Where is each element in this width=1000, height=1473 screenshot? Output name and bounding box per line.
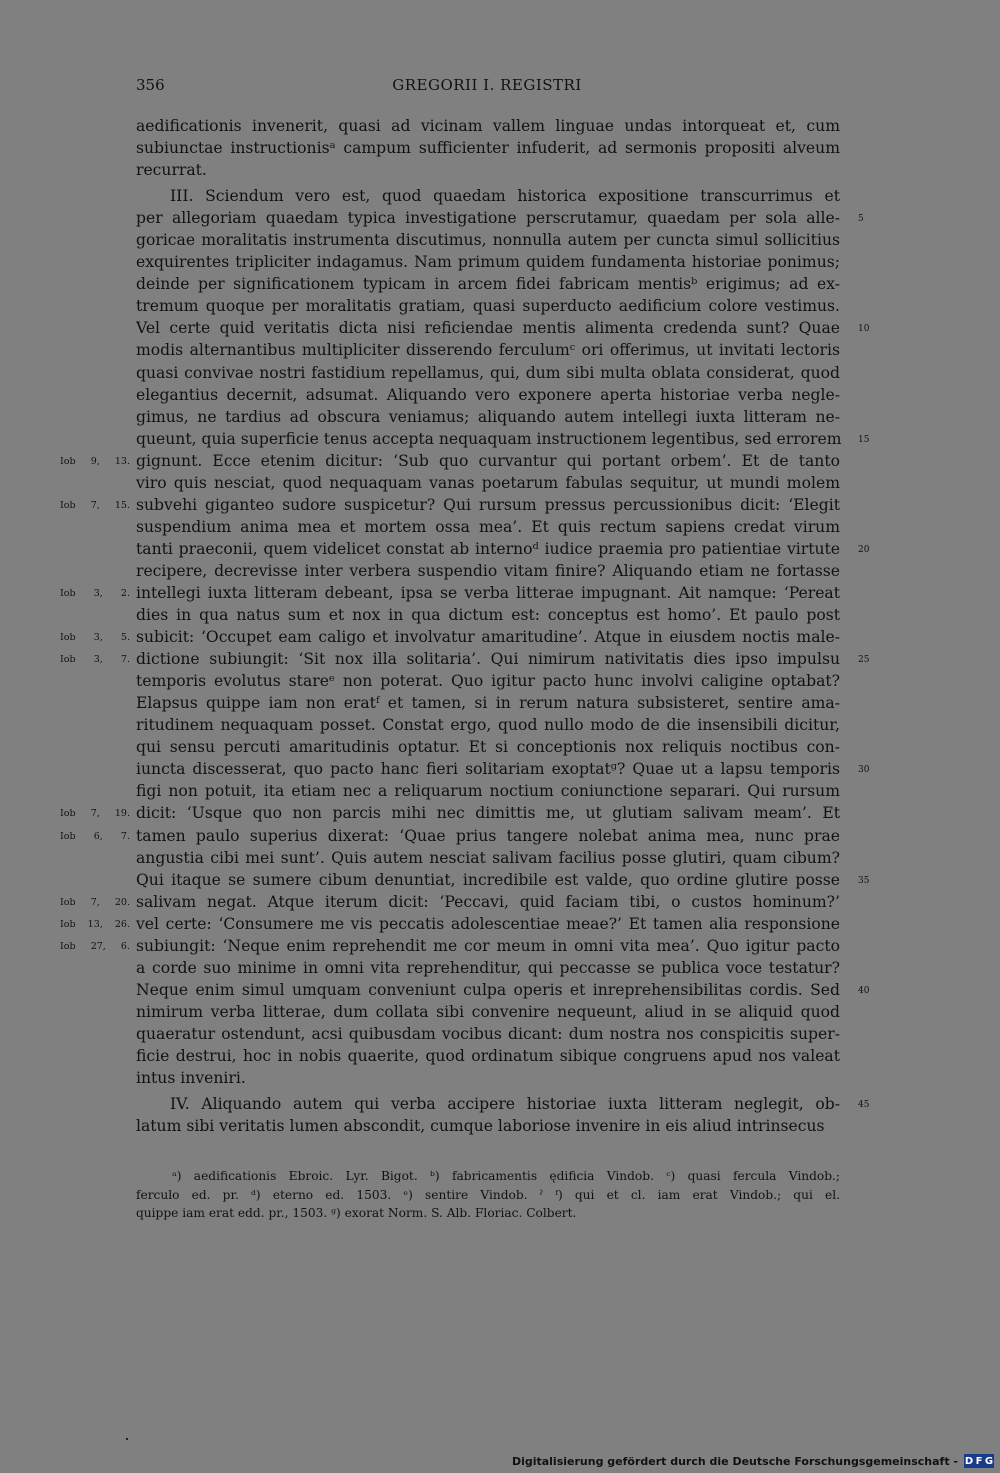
footnote-line: ferculo ed. pr. ᵈ) eterno ed. 1503. ᵉ) sentire Vindob. ˀ ᶠ) qui et cl. iam erat Vindob.; qui el. <box>136 1187 840 1202</box>
text-line <box>60 802 840 824</box>
line-text: tremum quoque per moralitatis gratiam, quasi superducto aedificium colore vestimus. <box>136 297 840 316</box>
line-text: aedificationis invenerit, quasi ad vicinam vallem linguae undas intorqueat et, cum <box>136 117 840 135</box>
line-text: a corde suo minime in omni vita reprehenditur, qui peccasse se publica voce testatur? <box>136 958 840 977</box>
line-text: viro quis nesciat, quod nequaquam vanas poetarum fabulas sequitur, ut mundi molem <box>136 473 840 492</box>
line-text: subvehi giganteo sudore suspicetur? Qui rursum pressus percussionibus dicit: ‘Elegit <box>136 495 840 514</box>
text-line <box>136 273 840 295</box>
text-line <box>136 670 840 692</box>
line-number: 25 <box>858 655 870 666</box>
line-text: intus inveniri. <box>136 1069 246 1088</box>
line-text: dictione subiungit: ‘Sit nox illa solitaria’. Qui nimirum nativitatis dies ipso impulsu <box>136 650 840 669</box>
page-number: 356 <box>136 76 165 94</box>
dfg-logo-letter: G <box>984 1455 994 1467</box>
line-text: latum sibi veritatis lumen abscondit, cumque laboriose invenire in eis aliud intrinsecus <box>136 1117 825 1136</box>
margin-reference: Iob 7, 19. <box>60 808 130 820</box>
margin-reference: Iob 13, 26. <box>60 918 130 930</box>
text-line <box>60 648 870 670</box>
line-text: elegantius decernit, adsumat. Aliquando vero exponere aperta historiae verba negle- <box>136 385 840 404</box>
line-text: temporis evolutus stareᵉ non poterat. Quo igitur pacto hunc involvi caligine optabat? <box>136 672 840 691</box>
text-line <box>60 626 840 648</box>
text-line <box>136 604 840 626</box>
line-text: intellegi iuxta litteram debeant, ipsa se verba litterae impugnant. Ait namque: ‘Pereat <box>136 583 840 602</box>
line-text: tanti praeconii, quem videlicet constat ab internoᵈ iudice praemia pro patientiae virtute <box>136 539 840 558</box>
text-line <box>136 472 840 494</box>
text-line <box>136 362 840 384</box>
line-text: figi non potuit, ita etiam nec a reliquarum noctium coniunctione separari. Qui rursum <box>136 782 840 801</box>
line-text: Vel certe quid veritatis dicta nisi reficiendae mentis alimenta credenda sunt? Quae <box>136 319 840 338</box>
main-text-block <box>60 115 870 1137</box>
text-line <box>136 339 840 361</box>
line-text: gimus, ne tardius ad obscura veniamus; aliquando autem intellegi iuxta litteram ne- <box>136 407 840 426</box>
line-text: quaeratur ostendunt, acsi quibusdam vocibus dicant: dum nostra nos conspicitis super- <box>136 1024 840 1043</box>
text-line <box>136 406 840 428</box>
text-line <box>136 736 840 758</box>
text-line <box>136 869 870 891</box>
line-text: subiunctae instructionisᵃ campum sufficienter infuderit, ad sermonis propositi alveum <box>136 139 840 158</box>
text-line <box>136 714 840 736</box>
line-text: modis alternantibus multipliciter disserendo ferculumᶜ ori offerimus, ut invitati lectoris <box>136 341 840 360</box>
text-line <box>136 780 840 802</box>
margin-reference: Iob 27, 6. <box>60 940 130 952</box>
text-line <box>136 758 870 780</box>
line-number: 30 <box>858 765 870 776</box>
line-text: III. Sciendum vero est, quod quaedam historica expositione transcurrimus et <box>170 187 840 206</box>
line-text: Qui itaque se sumere cibum denuntiat, incredibile est valde, quo ordine glutire posse <box>136 870 840 889</box>
text-line <box>136 516 840 538</box>
text-line <box>60 913 840 935</box>
line-number: 45 <box>858 1100 870 1111</box>
text-line <box>136 957 840 979</box>
margin-reference: Iob 9, 13. <box>60 455 130 467</box>
footnotes <box>136 1167 840 1223</box>
text-line <box>136 538 870 560</box>
line-text: subiungit: ‘Neque enim reprehendit me cor meum in omni vita mea’. Quo igitur pacto <box>136 936 840 955</box>
text-line <box>136 1115 840 1137</box>
text-line <box>136 560 840 582</box>
line-text: gignunt. Ecce etenim dicitur: ‘Sub quo curvantur qui portant orbem’. Et de tanto <box>136 451 840 470</box>
credit-text: Digitalisierung gefördert durch die Deutsche Forschungsgemeinschaft - <box>511 1454 958 1468</box>
text-line <box>60 582 840 604</box>
dfg-logo-letter: D <box>964 1455 974 1467</box>
text-line <box>136 251 840 273</box>
line-text: ritudinem nequaquam posset. Constat ergo, quod nullo modo de die insensibili dicitur, <box>136 716 840 735</box>
line-text: quasi convivae nostri fastidium repellamus, qui, dum sibi multa oblata considerat, quod <box>136 363 840 382</box>
text-line <box>136 185 840 207</box>
line-text: queunt, quia superficie tenus accepta nequaquam instructionem legentibus, sed errorem <box>136 429 842 448</box>
text-line <box>60 891 840 913</box>
margin-reference: Iob 3, 5. <box>60 632 130 644</box>
line-text: tamen paulo superius dixerat: ‘Quae prius tangere nolebat anima mea, nunc prae <box>136 826 840 845</box>
line-text: iuncta discesserat, quo pacto hanc fieri solitariam exoptatᵍ? Quae ut a lapsu temporis <box>136 760 840 779</box>
line-text: dicit: ‘Usque quo non parcis mihi nec dimittis me, ut glutiam salivam meam’. Et <box>136 804 840 823</box>
line-text: ficie destrui, hoc in nobis quaerite, quod ordinatum sibique congruens apud nos valeat <box>136 1046 840 1065</box>
text-line <box>60 494 840 516</box>
margin-reference: Iob 3, 2. <box>60 587 130 599</box>
text-line <box>136 229 840 251</box>
text-line <box>60 450 840 472</box>
text-line <box>136 1023 840 1045</box>
text-line <box>136 1001 840 1023</box>
line-number: 20 <box>858 544 870 555</box>
margin-reference: Iob 7, 20. <box>60 896 130 908</box>
text-line <box>136 159 840 181</box>
line-text: dies in qua natus sum et nox in qua dictum est: conceptus est homo’. Et paulo post <box>136 606 840 625</box>
margin-reference: Iob 7, 15. <box>60 499 130 511</box>
line-text: nimirum verba litterae, dum collata sibi convenire nequeunt, aliud in se aliquid quod <box>136 1002 840 1021</box>
credit-banner <box>512 1453 994 1469</box>
dfg-logo-letter: F <box>975 1455 983 1467</box>
line-text: Elapsus quippe iam non eratᶠ et tamen, si in rerum natura subsisteret, sentire ama- <box>136 694 840 713</box>
line-text: IV. Aliquando autem qui verba accipere historiae iuxta litteram neglegit, ob- <box>170 1095 840 1114</box>
text-line <box>136 384 840 406</box>
text-line <box>60 935 840 957</box>
text-line <box>136 1067 840 1089</box>
text-line <box>136 295 840 317</box>
line-text: subicit: ‘Occupet eam caligo et involvatur amaritudine’. Atque in eiusdem noctis male- <box>136 628 840 647</box>
text-line <box>136 115 840 137</box>
text-line <box>136 847 840 869</box>
line-text: salivam negat. Atque iterum dicit: ‘Peccavi, quid faciam tibi, o custos hominum?’ <box>136 892 840 911</box>
line-text: recurrat. <box>136 161 207 180</box>
text-line <box>136 1045 840 1067</box>
margin-reference: Iob 6, 7. <box>60 830 130 842</box>
scan-speck <box>126 1438 128 1440</box>
text-line <box>136 428 870 450</box>
line-number: 15 <box>858 434 870 445</box>
text-line <box>136 692 840 714</box>
line-text: deinde per significationem typicam in arcem fidei fabricam mentisᵇ erigimus; ad ex- <box>136 275 840 294</box>
text-line <box>136 207 864 229</box>
dfg-logo <box>964 1454 994 1468</box>
line-number: 35 <box>858 875 870 886</box>
line-text: Neque enim simul umquam conveniunt culpa operis et inreprehensibilitas cordis. Sed <box>136 980 840 999</box>
text-line <box>136 317 870 339</box>
margin-reference: Iob 3, 7. <box>60 654 130 666</box>
text-line <box>136 137 840 159</box>
text-line <box>60 825 840 847</box>
line-number: 10 <box>858 324 870 335</box>
text-line <box>136 1093 870 1115</box>
text-line <box>136 979 870 1001</box>
line-text: angustia cibi mei sunt’. Quis autem nesciat salivam facilius posse glutiri, quam cibum? <box>136 848 840 867</box>
line-number: 40 <box>858 985 870 996</box>
line-text: exquirentes tripliciter indagamus. Nam primum quidem fundamenta historiae ponimus; <box>136 253 840 272</box>
line-text: goricae moralitatis instrumenta discutimus, nonnulla autem per cuncta simul sollicitius <box>136 231 840 250</box>
running-title: GREGORII I. REGISTRI <box>392 76 582 94</box>
line-text: recipere, decrevisse inter verbera suspendio vitam finire? Aliquando etiam ne fortasse <box>136 561 840 580</box>
line-text: qui sensu percuti amaritudinis optatur. Et si conceptionis nox reliquis noctibus con- <box>136 738 840 757</box>
footnote-line: ᵃ) aedificationis Ebroic. Lyr. Bigot. ᵇ) fabricamentis ędificia Vindob. ᶜ) quasi fercula Vindob.; <box>172 1169 840 1183</box>
line-text: per allegoriam quaedam typica investigatione perscrutamur, quaedam per sola alle- <box>136 209 840 228</box>
line-number: 5 <box>858 214 864 225</box>
page-header <box>136 76 838 100</box>
line-text: vel certe: ‘Consumere me vis peccatis adolescentiae meae?’ Et tamen alia responsione <box>136 914 840 933</box>
line-text: suspendium anima mea et mortem ossa mea’. Et quis rectum sapiens credat virum <box>136 517 840 536</box>
footnote-line: quippe iam erat edd. pr., 1503. ᵍ) exorat Norm. S. Alb. Floriac. Colbert. <box>136 1206 577 1220</box>
